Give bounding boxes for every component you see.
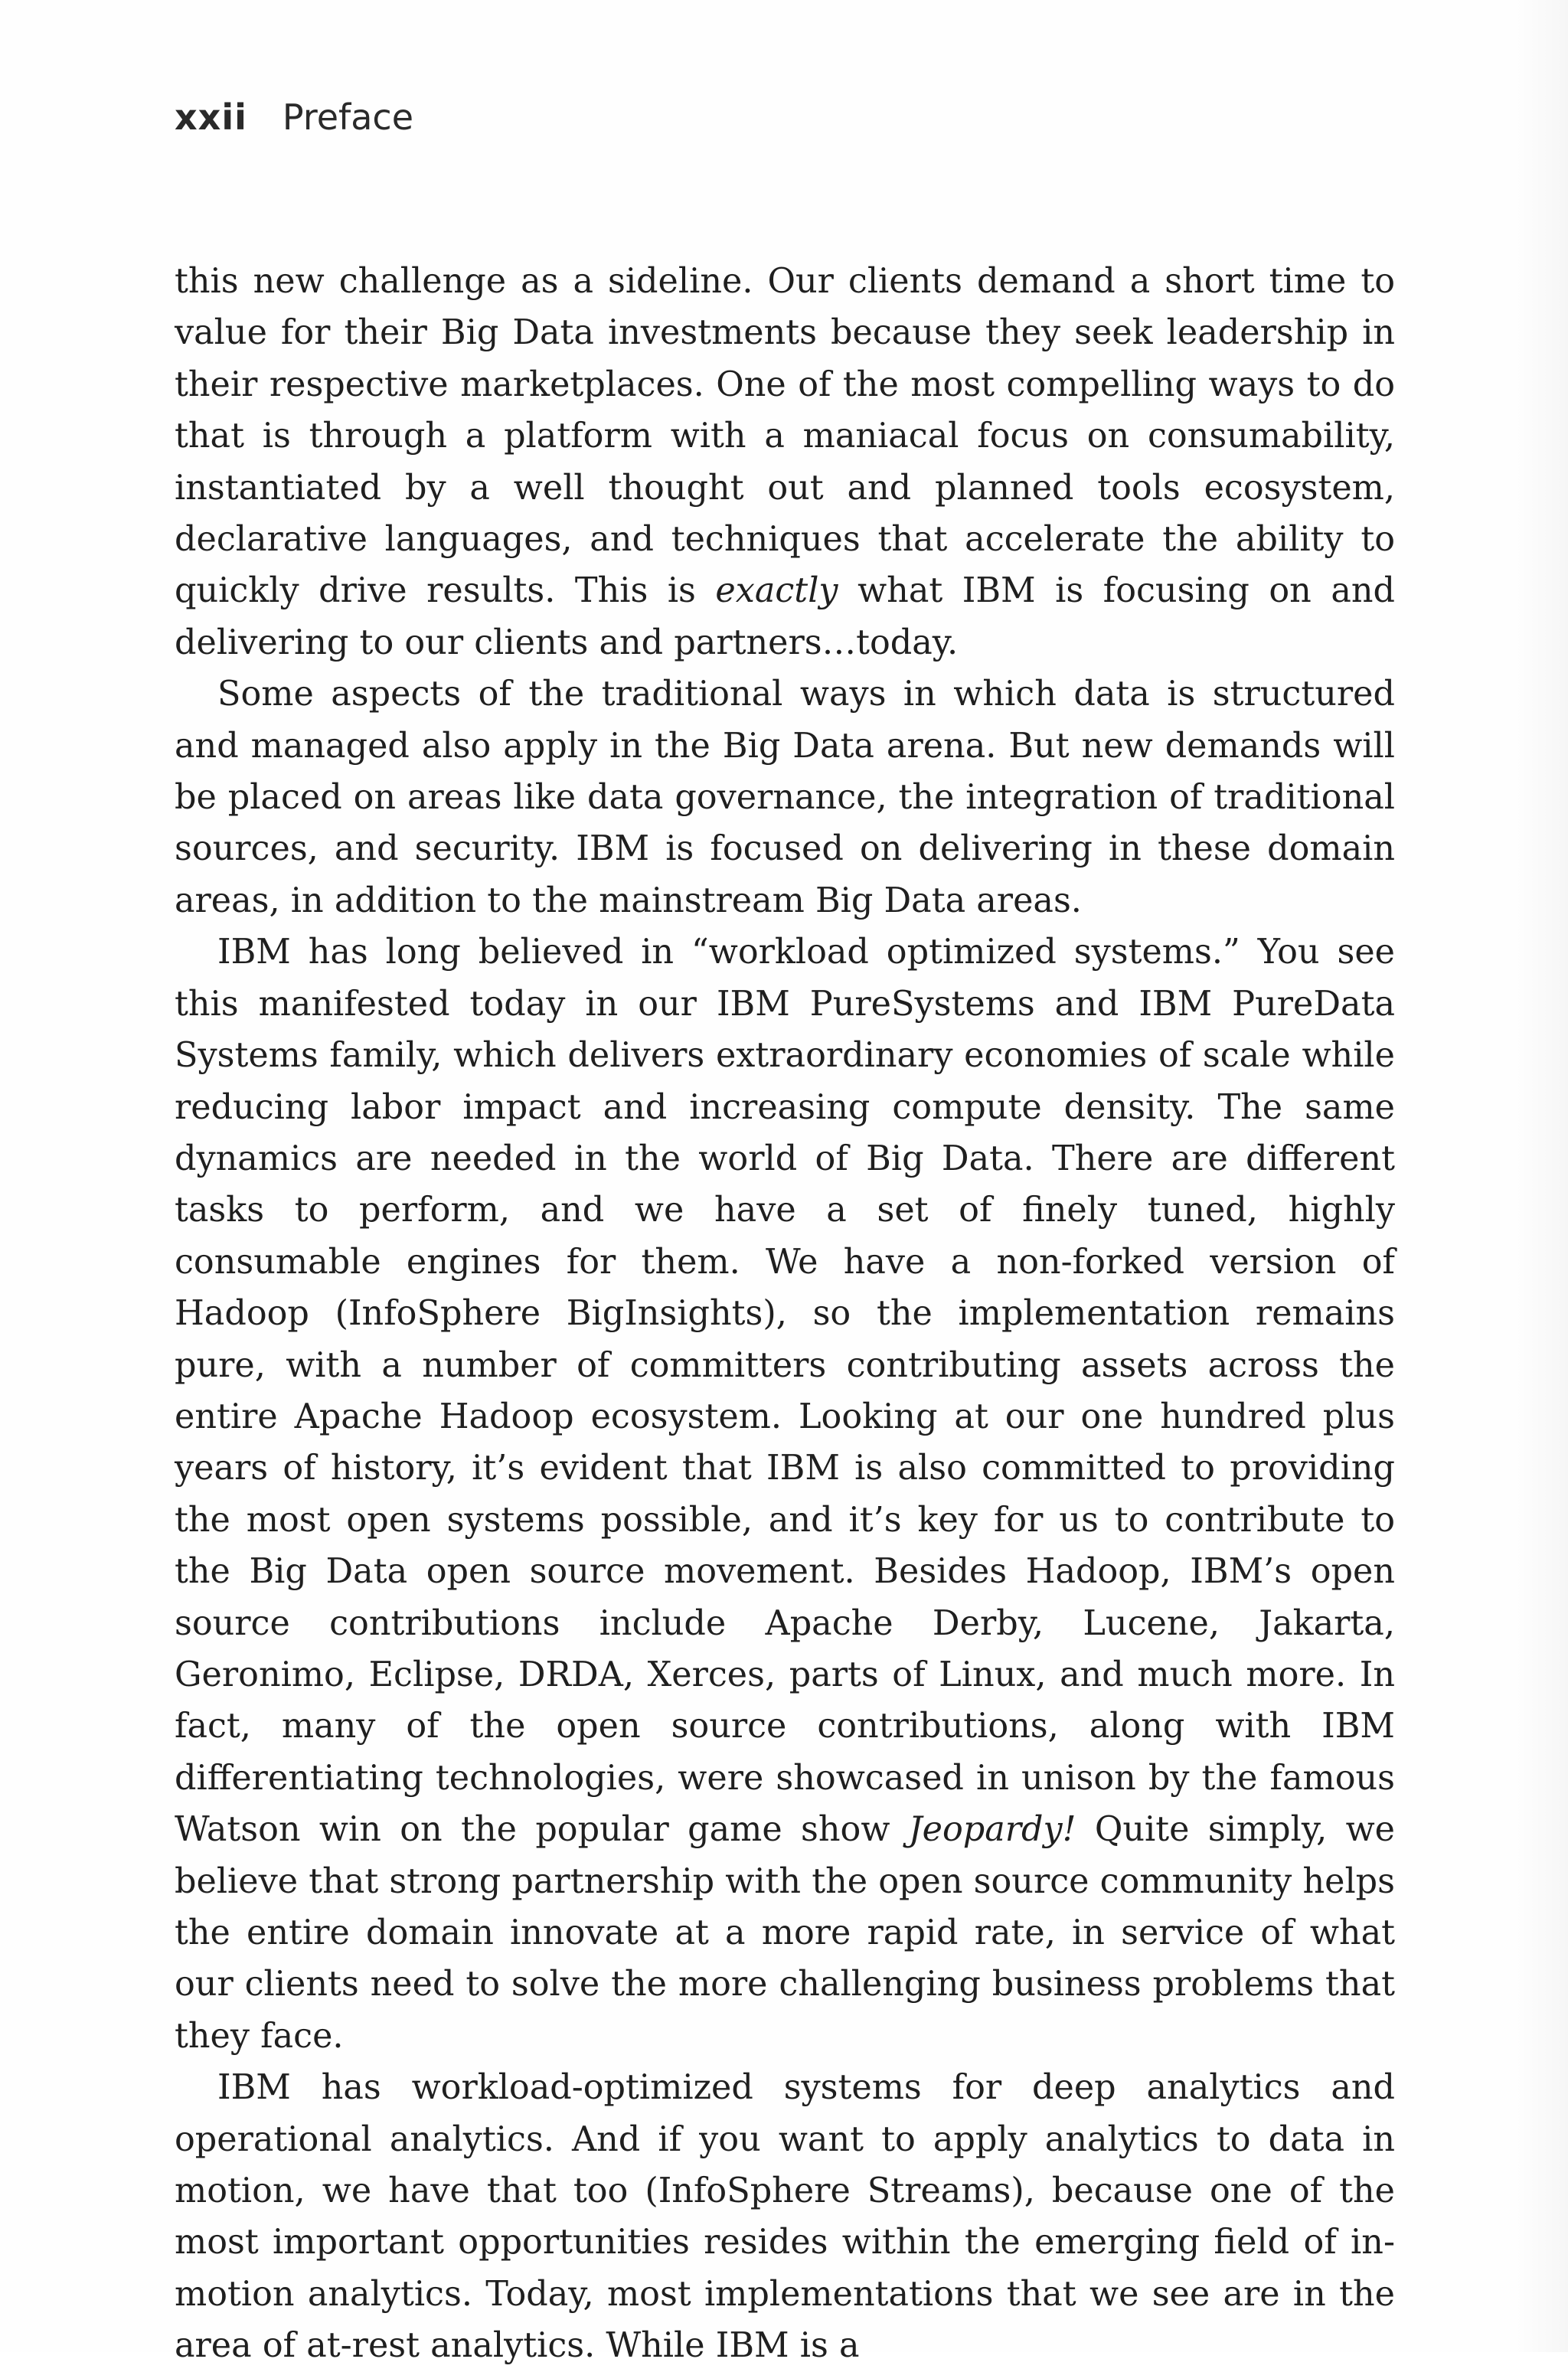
paragraph-text: this new challenge as a sideline. Our clients demand a short time to value for their Big Data investments because they seek leadership in their respective marketplaces. One of the most compelling ways to do that is through a platform with a maniacal focus on consumability, instantiated by a well thought out and planned tools ecosystem, declarative languages, and techniques that accelerate the ability to quickly drive results. This is	[175, 262, 1395, 611]
running-head	[175, 96, 413, 138]
paragraph-text: Some aspects of the traditional ways in which data is structured and managed also apply in the Big Data arena. But new demands will be placed on areas like data governance, the integration of traditional sources, and security. IBM is focused on delivering in these domain areas, in addition to the mainstream Big Data areas.	[175, 675, 1395, 920]
paragraph	[175, 668, 1395, 926]
paragraph-text: Quite simply, we believe that strong partnership with the open source community helps the entire domain innovate at a more rapid rate, in service of what our clients need to solve the more challenging business problems that they face.	[175, 1810, 1396, 2056]
page-edge-shadow	[1514, 0, 1568, 2352]
paragraph-text: IBM has workload-optimized systems for deep analytics and operational analytics. And if you want to apply analytics to data in motion, we have that too (InfoSphere Streams), because one of the most important opportunities resides within the emerging field of in-motion analytics. Today, most implementations that we see are in the area of at-rest analytics. While IBM is a	[175, 2068, 1395, 2366]
body-text	[175, 256, 1395, 2372]
italic-text: Jeopardy!	[908, 1810, 1076, 1850]
paragraph-text: what IBM is focusing on and delivering to our clients and partners…today.	[175, 571, 1395, 662]
italic-text: exactly	[715, 571, 838, 611]
paragraph	[175, 256, 1395, 668]
section-title: Preface	[282, 96, 413, 138]
page-number: xxii	[175, 96, 247, 138]
paragraph-text: IBM has long believed in “workload optimized systems.” You see this manifested today in our IBM PureSystems and IBM PureData Systems family, which delivers extraordinary economies of scale while reducing labor impact and increasing compute density. The same dynamics are needed in the world of Big Data. There are different tasks to perform, and we have a set of finely tuned, highly consumable engines for them. We have a non-forked version of Hadoop (InfoSphere BigInsights), so the implementation remains pure, with a number of committers contributing assets across the entire Apache Hadoop ecosystem. Looking at our one hundred plus years of history, it’s evident that IBM is also committed to providing the most open systems possible, and it’s key for us to contribute to the Big Data open source movement. Besides Hadoop, IBM’s open source contributions include Apache Derby, Lucene, Jakarta, Geronimo, Eclipse, DRDA, Xerces, parts of Linux, and much more. In fact, many of the open source contributions, along with IBM differentiating technologies, were showcased in unison by the famous Watson win on the popular game show	[175, 933, 1395, 1850]
paragraph	[175, 2062, 1395, 2371]
paragraph	[175, 926, 1395, 2062]
